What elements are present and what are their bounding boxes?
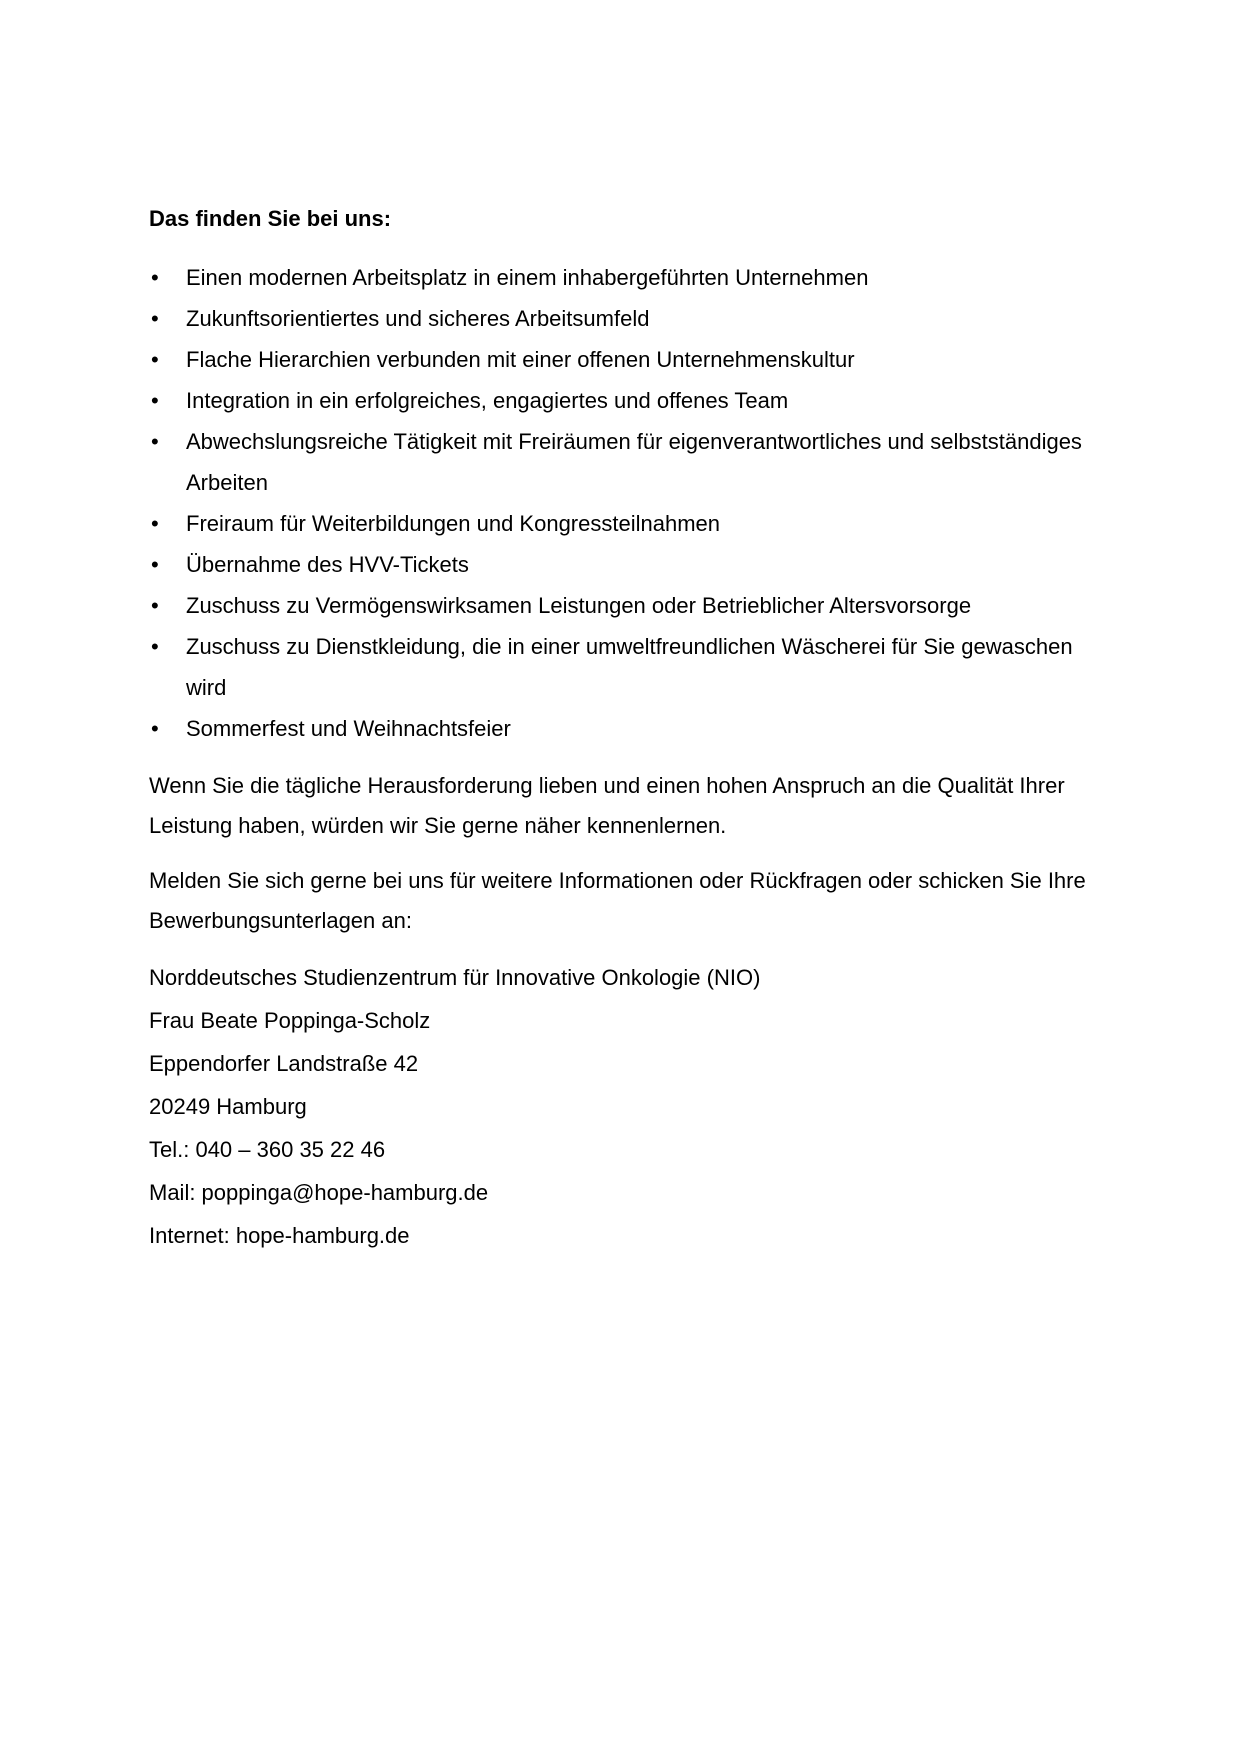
closing-paragraph: Wenn Sie die tägliche Herausforderung lieben und einen hohen Anspruch an die Qualität Ihrer Leistung haben, würden wir Sie gerne näher kennenlernen. bbox=[149, 773, 1065, 838]
section-heading: Das finden Sie bei uns: bbox=[149, 206, 392, 231]
benefit-item bbox=[149, 421, 1099, 503]
benefit-item bbox=[149, 585, 1099, 626]
bullet-icon: • bbox=[151, 552, 159, 577]
contact-internet: Internet: hope-hamburg.de bbox=[149, 1223, 410, 1248]
contact-person: Frau Beate Poppinga-Scholz bbox=[149, 1008, 431, 1033]
benefit-text: Zukunftsorientiertes und sicheres Arbeitsumfeld bbox=[186, 306, 650, 331]
benefit-item bbox=[149, 298, 1099, 339]
bullet-icon: • bbox=[151, 716, 159, 741]
benefit-item bbox=[149, 380, 1099, 421]
application-paragraph: Melden Sie sich gerne bei uns für weitere Informationen oder Rückfragen oder schicken Sie Ihre Bewerbungsunterlagen an: bbox=[149, 868, 1086, 933]
contact-phone: Tel.: 040 – 360 35 22 46 bbox=[149, 1137, 386, 1162]
benefit-text: Übernahme des HVV-Tickets bbox=[186, 552, 469, 577]
benefit-text: Einen modernen Arbeitsplatz in einem inhabergeführten Unternehmen bbox=[186, 265, 869, 290]
benefit-item bbox=[149, 503, 1099, 544]
bullet-icon: • bbox=[151, 388, 159, 413]
benefit-text: Sommerfest und Weihnachtsfeier bbox=[186, 716, 511, 741]
bullet-icon: • bbox=[151, 265, 159, 290]
benefit-text: Flache Hierarchien verbunden mit einer offenen Unternehmenskultur bbox=[186, 347, 855, 372]
contact-mail: Mail: poppinga@hope-hamburg.de bbox=[149, 1180, 489, 1205]
contact-city: 20249 Hamburg bbox=[149, 1094, 307, 1119]
contact-block bbox=[149, 956, 1099, 1257]
page-content bbox=[149, 200, 1099, 1257]
bullet-icon: • bbox=[151, 593, 159, 618]
benefit-text: Integration in ein erfolgreiches, engagiertes und offenes Team bbox=[186, 388, 789, 413]
benefit-item bbox=[149, 708, 1099, 749]
benefit-text: Freiraum für Weiterbildungen und Kongressteilnahmen bbox=[186, 511, 720, 536]
benefit-item bbox=[149, 339, 1099, 380]
benefit-text: Abwechslungsreiche Tätigkeit mit Freiräumen für eigenverantwortliches und selbstständiges Arbeiten bbox=[186, 429, 1082, 495]
bullet-icon: • bbox=[151, 429, 159, 454]
benefit-text: Zuschuss zu Vermögenswirksamen Leistungen oder Betrieblicher Altersvorsorge bbox=[186, 593, 972, 618]
bullet-icon: • bbox=[151, 634, 159, 659]
bullet-icon: • bbox=[151, 306, 159, 331]
benefits-list bbox=[149, 257, 1099, 749]
bullet-icon: • bbox=[151, 347, 159, 372]
contact-street: Eppendorfer Landstraße 42 bbox=[149, 1051, 419, 1076]
contact-organization: Norddeutsches Studienzentrum für Innovative Onkologie (NIO) bbox=[149, 965, 761, 990]
benefit-item bbox=[149, 257, 1099, 298]
benefit-item bbox=[149, 626, 1099, 708]
benefit-text: Zuschuss zu Dienstkleidung, die in einer umweltfreundlichen Wäscherei für Sie gewaschen wird bbox=[186, 634, 1073, 700]
benefit-item bbox=[149, 544, 1099, 585]
bullet-icon: • bbox=[151, 511, 159, 536]
